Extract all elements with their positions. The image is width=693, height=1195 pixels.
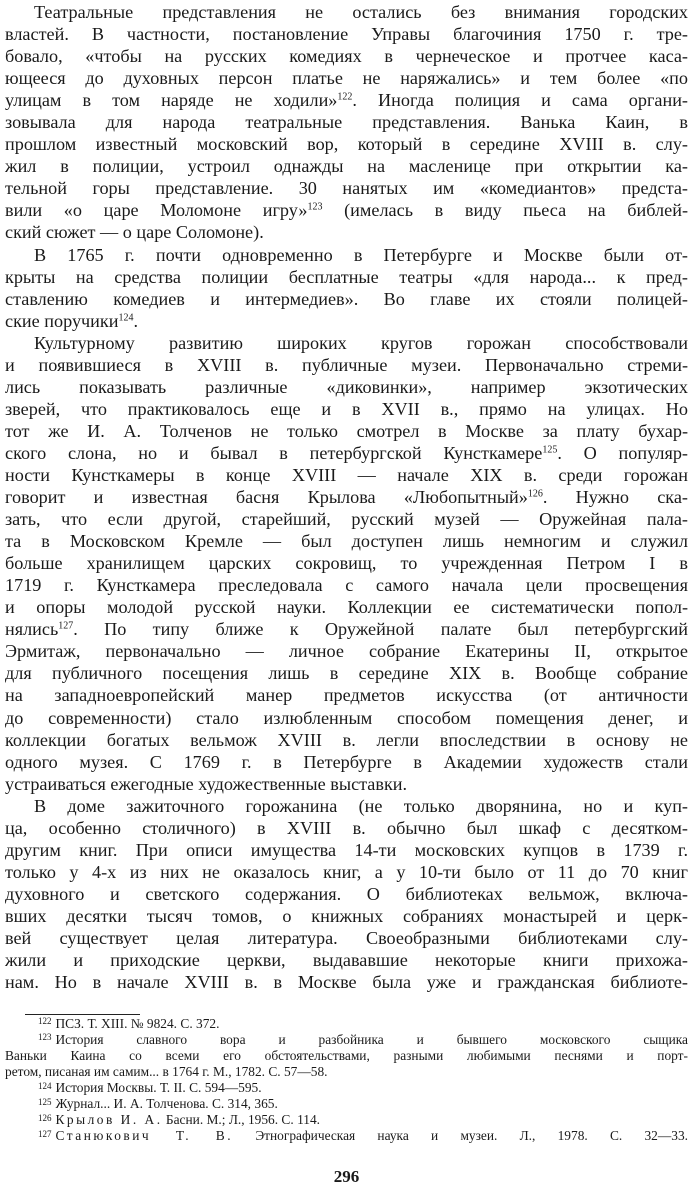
footnote [5,1016,688,1032]
text-line [5,530,688,552]
line-text-after: . [133,310,139,331]
line-text: только у 4-х из них не оказалось книг, а у 10-ти было от 11 до 70 книг [5,861,688,882]
main-text [5,1,688,993]
text-line [5,420,688,442]
line-text-after: . По типу ближе к Оружейной палате был петербургский [73,619,688,640]
text-line [5,177,688,199]
footnote [5,1064,688,1080]
text-line [5,486,688,508]
line-text: ности Кунсткамеры в конце XVIII — начале XIX в. среди горожан [5,464,688,485]
text-line [5,1,688,23]
line-text: вших десятки тысяч томов, о книжных собраниях монастырей и церк- [5,905,688,926]
footnote [5,1128,688,1144]
line-text: ские поручики [5,310,119,331]
footnote-number: 125 [38,1096,52,1107]
text-line [5,552,688,574]
text-line [5,751,688,773]
line-text: Культурному развитию широких кругов горожан способствовали [34,332,688,353]
footnote-text: Басни. М.; Л., 1956. С. 114. [162,1112,321,1128]
line-text: та в Московском Кремле — был доступен лишь немногим и служил [5,531,688,552]
footnote-number: 126 [38,1112,52,1123]
line-text: другим книг. При описи имущества 14-ти московских купцов в 1739 г. [5,839,688,860]
text-line [5,199,688,221]
footnotes [5,1016,688,1144]
line-text: лись показывать различные «диковинки», например экзотических [5,376,688,397]
line-text: В доме зажиточного горожанина (не только дворянина, но и куп- [34,795,688,816]
footnote-separator [25,1014,140,1015]
footnote-text: ретом, писаная им самим... в 1764 г. М., 1782. С. 57—58. [5,1064,328,1080]
text-line [5,640,688,662]
footnote-text: Этнографическая наука и музеи. Л., 1978. С. 32—33. [233,1128,689,1144]
line-text: и появившиеся в XVIII в. публичные музеи. Первоначально стреми- [5,354,688,375]
footnote-ref: 125 [542,444,558,456]
text-line [5,707,688,729]
text-line [5,244,688,266]
line-text: для публичного посещения лишь в середине XIX в. Вообще собрание [5,663,688,684]
footnote-ref: 127 [58,620,74,632]
text-line [5,310,688,332]
text-line [5,949,688,971]
text-line [5,221,688,243]
footnote-number: 122 [38,1016,52,1027]
line-text: одного музея. С 1769 г. в Петербурге в Академии художеств стали [5,751,688,772]
line-text: властей. В частности, постановление Управы благочиния 1750 г. тре- [5,24,688,45]
footnote-text: ПСЗ. Т. XIII. № 9824. С. 372. [55,1016,220,1031]
line-text: вили «о царе Моломоне игру» [5,200,308,221]
footnote-author: Крылов И. А. [55,1112,163,1128]
line-text: тот же И. А. Толченов не только смотрел в Москве за плату бухар- [5,420,688,441]
text-line [5,354,688,376]
text-line [5,662,688,684]
text-line [5,45,688,67]
line-text: до современности) стало излюбленным способом помещения денег, и [5,707,688,728]
line-text-after: . Иногда полиция и сама органи- [352,90,688,111]
line-text: бовало, «чтобы на русских комедиях в чернеческое и протчее каса- [5,46,688,67]
text-line [5,376,688,398]
text-line [5,288,688,310]
text-line [5,883,688,905]
line-text: улицам в том наряде не ходили» [5,90,338,111]
text-line [5,155,688,177]
line-text: ющееся до духовных персон платье не наряжались» и тем более «по [5,68,688,89]
line-text-after: . Нужно ска- [542,487,688,508]
line-text: жили и приходские церкви, выдававшие некоторые книги прихожа- [5,950,688,971]
text-line [5,23,688,45]
footnote [5,1080,688,1096]
line-text: прошлом известный московский вор, который в середине XVIII в. слу- [5,134,688,155]
line-text: зверей, что практиковалось еще и в XVII в., прямо на улицах. Но [5,398,688,419]
text-line [5,398,688,420]
footnote-ref: 124 [118,312,134,324]
text-line [5,266,688,288]
line-text: В 1765 г. почти одновременно в Петербурге и Москве были от- [34,244,688,265]
line-text-after: (имелась в виду пьеса на библей- [322,200,688,221]
line-text: и опоры молодой русской науки. Коллекции ее систематически попол- [5,597,688,618]
footnote [5,1032,688,1048]
line-text: ский сюжет — о царе Соломоне). [5,222,264,243]
footnote-ref: 123 [307,201,323,213]
text-line [5,839,688,861]
text-line [5,618,688,640]
line-text: тельной горы представление. 30 нанятых им «комедиантов» предста- [5,178,688,199]
footnote-text: История славного вора и разбойника и бывшего московского сыщика [55,1032,688,1048]
line-text: говорит и известная басня Крылова «Любопытный» [5,487,528,508]
text-line [5,508,688,530]
line-text: нам. Но в начале XVIII в. в Москве была уже и гражданская библиоте- [5,972,688,993]
footnote-number: 124 [38,1080,52,1091]
footnote [5,1112,688,1128]
footnote-ref: 126 [527,488,543,500]
text-line [5,773,688,795]
page-number: 296 [333,1167,360,1186]
line-text: зать, что если другой, старейший, русский музей — Оружейная пала- [5,509,688,530]
line-text: ского слона, но и бывал в петербургской Кунсткамере [5,442,543,463]
line-text: вей существует целая литература. Своеобразными библиотеками слу- [5,927,688,948]
footnote-number: 123 [38,1032,52,1043]
text-line [5,817,688,839]
line-text: больше хранилищем царских сокровищ, то учрежденная Петром I в [5,553,688,574]
footnote-number: 127 [38,1128,52,1139]
line-text: нялись [5,619,59,640]
text-line [5,89,688,111]
text-line [5,596,688,618]
footnote [5,1096,688,1112]
footnote-author: Станюкович Т. В. [55,1128,234,1144]
line-text: на западноевропейский манер предметов искусства (от античности [5,685,688,706]
text-line [5,684,688,706]
footnote-ref: 122 [337,91,353,103]
line-text: Театральные представления не остались без внимания городских [34,2,688,22]
text-line [5,971,688,993]
footnote-text: История Москвы. Т. II. С. 594—595. [55,1080,262,1096]
line-text: крыты на средства полиции бесплатные театры «для народа... к пред- [5,266,688,287]
footnote [5,1048,688,1064]
footnote-text: Ваньки Каина со всеми его обстоятельствами, разными любимыми песнями и порт- [5,1048,688,1064]
text-line [5,111,688,133]
text-line [5,795,688,817]
line-text: коллекции богатых вельмож XVIII в. легли впоследствии в основу не [5,729,688,750]
line-text: жил в полиции, устроил однажды на масленице при открытии ка- [5,156,688,177]
footnote-text: Журнал... И. А. Толченова. С. 314, 365. [55,1096,278,1112]
line-text: ца, особенно столичного) в XVIII в. обычно был шкаф с десятком- [5,817,688,838]
text-line [5,927,688,949]
line-text-after: . О популяр- [557,442,688,463]
text-line [5,332,688,354]
text-line [5,442,688,464]
text-line [5,905,688,927]
line-text: Эрмитаж, первоначально — личное собрание Екатерины II, открытое [5,641,688,662]
text-line [5,861,688,883]
text-line [5,729,688,751]
text-line [5,464,688,486]
line-text: ставлению комедиев и интермедиев». Во главе их стояли полицей- [5,288,688,309]
text-line [5,67,688,89]
line-text: зовывала для народа театральные представления. Ванька Каин, в [5,112,688,133]
line-text: духовного и светского содержания. О библиотеках вельмож, включа- [5,883,688,904]
text-line [5,133,688,155]
text-line [5,574,688,596]
line-text: 1719 г. Кунсткамера преследовала с самого начала цели просвещения [5,575,688,596]
line-text: устраиваться ежегодные художественные выставки. [5,773,408,794]
